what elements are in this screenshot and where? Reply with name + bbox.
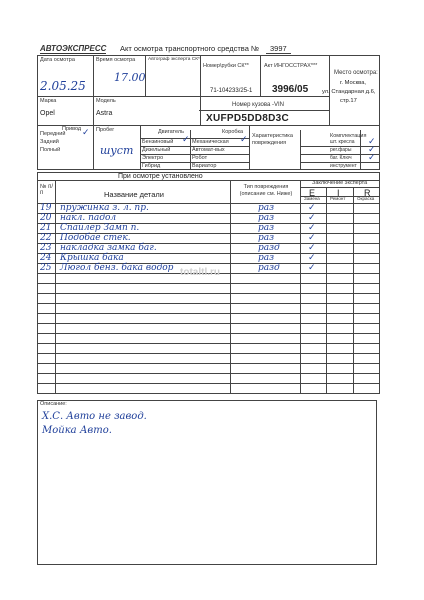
- col-conclusion: Заключение эксперта: [312, 180, 368, 186]
- col-i: I: [337, 188, 340, 198]
- location-label: Место осмотра:: [334, 70, 378, 76]
- location-line-2: ул. Стандарная д.6,: [322, 89, 376, 95]
- table-row-line: [37, 303, 380, 304]
- check-mark: ✓: [308, 243, 316, 253]
- complect-opt-1: шт. кресла: [330, 139, 355, 145]
- damage-type: разд: [258, 243, 280, 253]
- time-label: Время осмотра: [96, 57, 136, 63]
- drive-opt-1: Передний: [40, 131, 66, 137]
- check-mark: ✓: [308, 253, 316, 263]
- engine-opt-4: Гибрид: [142, 163, 161, 169]
- location-line-1: г. Москва,: [340, 80, 367, 86]
- mileage-label: Пробег: [96, 127, 115, 133]
- col-name: Название детали: [104, 190, 164, 199]
- row-number: 25: [40, 263, 52, 273]
- table-row-line: [37, 353, 380, 354]
- sub-r: Окраска: [357, 196, 375, 201]
- check-mark: ✓: [308, 203, 316, 213]
- vin-value: XUFPD5DD8D3C: [206, 113, 290, 124]
- table-row-line: [37, 283, 380, 284]
- gearbox-opt-1: Механическая: [192, 139, 229, 145]
- sub-i: Ремонт: [330, 196, 346, 201]
- notes-line-2: Мойка Авто.: [42, 425, 112, 436]
- gearbox-opt-2: Автомат-вых: [192, 147, 225, 153]
- engine-opt-3: Электро: [142, 155, 164, 161]
- damage-type: раз: [258, 233, 275, 243]
- row-number: 22: [40, 233, 52, 243]
- document-title: Акт осмотра транспортного средства №: [120, 44, 260, 53]
- make-value: Opel: [40, 110, 55, 117]
- watermark: totaltl.ru: [180, 267, 220, 278]
- damage-type: разд: [258, 263, 280, 273]
- check-mark: ✓: [308, 223, 316, 233]
- logo-text: АВТОЭКСПРЕСС: [40, 44, 107, 53]
- drive-label: Привод: [62, 126, 82, 132]
- damage-type: раз: [258, 213, 275, 223]
- part-name: Спайлер Замп п.: [60, 223, 140, 233]
- check-mark: ✓: [308, 213, 316, 223]
- gearbox-label: Коробка: [222, 129, 244, 135]
- damage-label: Характеристика повреждения: [252, 133, 293, 146]
- engine-opt-1: Бензиновый: [142, 139, 174, 145]
- check-mark: ✓: [82, 128, 90, 138]
- part-name: накладка замка баг.: [60, 243, 157, 253]
- complect-opt-4: инструмент: [330, 163, 357, 169]
- table-row-line: [37, 383, 380, 384]
- table-section-title: При осмотре установлено: [118, 173, 203, 180]
- part-name: Люгол бенз. бака водор: [60, 263, 174, 273]
- cert-value: 3996/05: [272, 84, 309, 95]
- row-number: 23: [40, 243, 52, 253]
- part-name: Крышка бака: [60, 253, 124, 263]
- table-row-line: [37, 343, 380, 344]
- col-r: R: [364, 188, 371, 198]
- table-row-line: [37, 373, 380, 374]
- cert-label: Акт ИНГОССТРАХ***: [264, 63, 318, 69]
- drive-opt-2: Задний: [40, 139, 59, 145]
- damage-type: раз: [258, 203, 275, 213]
- stamp-value: 71-104233/25-1: [210, 88, 253, 94]
- row-number: 19: [40, 203, 52, 213]
- check-mark: ✓: [308, 233, 316, 243]
- model-value: Astra: [96, 110, 113, 117]
- model-label: Модель: [96, 98, 116, 104]
- notes-label: Описание:: [40, 401, 67, 407]
- row-number: 24: [40, 253, 52, 263]
- damage-type: раз: [258, 223, 275, 233]
- sub-e: Замена: [304, 196, 320, 201]
- complect-opt-2: рег.фары: [330, 147, 352, 153]
- col-type: Тип повреждения (описание см. Ниже): [239, 184, 293, 197]
- drive-opt-3: Полный: [40, 147, 61, 153]
- location-line-3: стр.17: [340, 98, 357, 104]
- date-label: Дата осмотра: [40, 57, 75, 63]
- check-mark: ✓: [182, 135, 190, 145]
- time-value: 17.00: [114, 71, 146, 84]
- table-row-line: [37, 333, 380, 334]
- col-num: № п/п: [40, 184, 54, 196]
- signature-label: Автограф эксперта СК*: [148, 57, 200, 62]
- check-mark: ✓: [368, 145, 376, 155]
- row-number: 20: [40, 213, 52, 223]
- engine-label: Двигатель: [158, 129, 184, 135]
- check-mark: ✓: [240, 135, 248, 145]
- table-row-line: [37, 363, 380, 364]
- table-row-line: [37, 293, 380, 294]
- part-name: Подобае стек.: [60, 233, 131, 243]
- engine-opt-2: Дизельный: [142, 147, 171, 153]
- check-mark: ✓: [368, 153, 376, 163]
- company-logo: [40, 38, 106, 56]
- complect-opt-3: баг. Ключ: [330, 155, 352, 161]
- gearbox-opt-3: Робот: [192, 155, 208, 161]
- table-row-line: [37, 313, 380, 314]
- notes-line-1: Х.С. Авто не завод.: [42, 411, 147, 422]
- col-e: E: [309, 188, 316, 198]
- check-mark: ✓: [308, 263, 316, 273]
- part-name: накл. падол: [60, 213, 117, 223]
- table-row-line: [37, 323, 380, 324]
- part-name: пружинка з. л. пр.: [60, 203, 149, 213]
- mileage-value: шуст: [100, 144, 134, 157]
- check-mark: ✓: [368, 137, 376, 147]
- damage-type: раз: [258, 253, 275, 263]
- stamp-label: Номер\рубки СК**: [203, 63, 249, 69]
- vin-label: Номер кузова -VIN: [232, 102, 284, 108]
- make-label: Марка: [40, 98, 57, 104]
- complect-label: Комплектация: [330, 133, 367, 139]
- act-number: 3997: [266, 44, 291, 54]
- gearbox-opt-4: Вариатор: [192, 163, 217, 169]
- row-number: 21: [40, 223, 52, 233]
- date-value: 2.05.25: [40, 79, 86, 93]
